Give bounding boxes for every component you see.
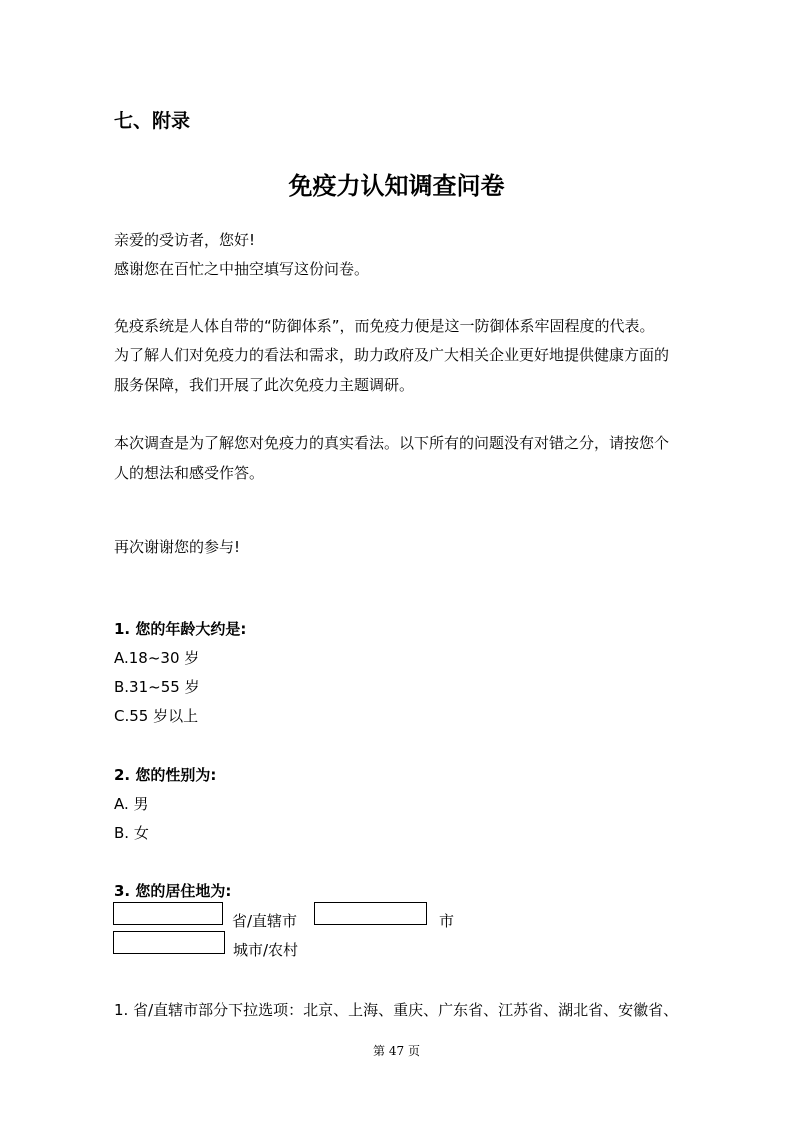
intro-line: 服务保障，我们开展了此次免疫力主题调研。: [114, 376, 415, 394]
document-title: 免疫力认知调查问卷: [288, 172, 505, 200]
intro-line: 为了解人们对免疫力的看法和需求，助力政府及广大相关企业更好地提供健康方面的: [114, 346, 670, 364]
option-gender-a[interactable]: A. 男: [114, 795, 149, 813]
option-age-b[interactable]: B.31~55 岁: [114, 678, 200, 696]
page-number: 第 47 页: [373, 1044, 420, 1058]
question-residence: 3. 您的居住地为:: [114, 882, 232, 900]
city-label: 市: [439, 912, 455, 930]
question-age: 1. 您的年龄大约是:: [114, 620, 247, 638]
area-input[interactable]: [113, 931, 225, 954]
province-label: 省/直辖市: [232, 912, 298, 930]
option-age-c[interactable]: C.55 岁以上: [114, 707, 199, 725]
thanks-text: 感谢您在百忙之中抽空填写这份问卷。: [114, 260, 370, 278]
closing-text: 再次谢谢您的参与!: [114, 538, 241, 556]
area-label: 城市/农村: [233, 941, 299, 959]
province-input[interactable]: [113, 902, 223, 925]
city-input[interactable]: [314, 902, 427, 925]
province-options-note: 1. 省/直辖市部分下拉选项：北京、上海、重庆、广东省、江苏省、湖北省、安徽省、: [114, 1001, 679, 1019]
purpose-line: 人的想法和感受作答。: [114, 464, 265, 482]
purpose-line: 本次调查是为了解您对免疫力的真实看法。以下所有的问题没有对错之分，请按您个: [114, 434, 670, 452]
option-gender-b[interactable]: B. 女: [114, 824, 149, 842]
question-gender: 2. 您的性别为:: [114, 766, 217, 784]
section-title: 七、附录: [114, 110, 191, 132]
option-age-a[interactable]: A.18~30 岁: [114, 649, 200, 667]
greeting-text: 亲爱的受访者，您好!: [114, 231, 256, 249]
intro-line: 免疫系统是人体自带的“防御体系”，而免疫力便是这一防御体系牢固程度的代表。: [114, 317, 655, 335]
